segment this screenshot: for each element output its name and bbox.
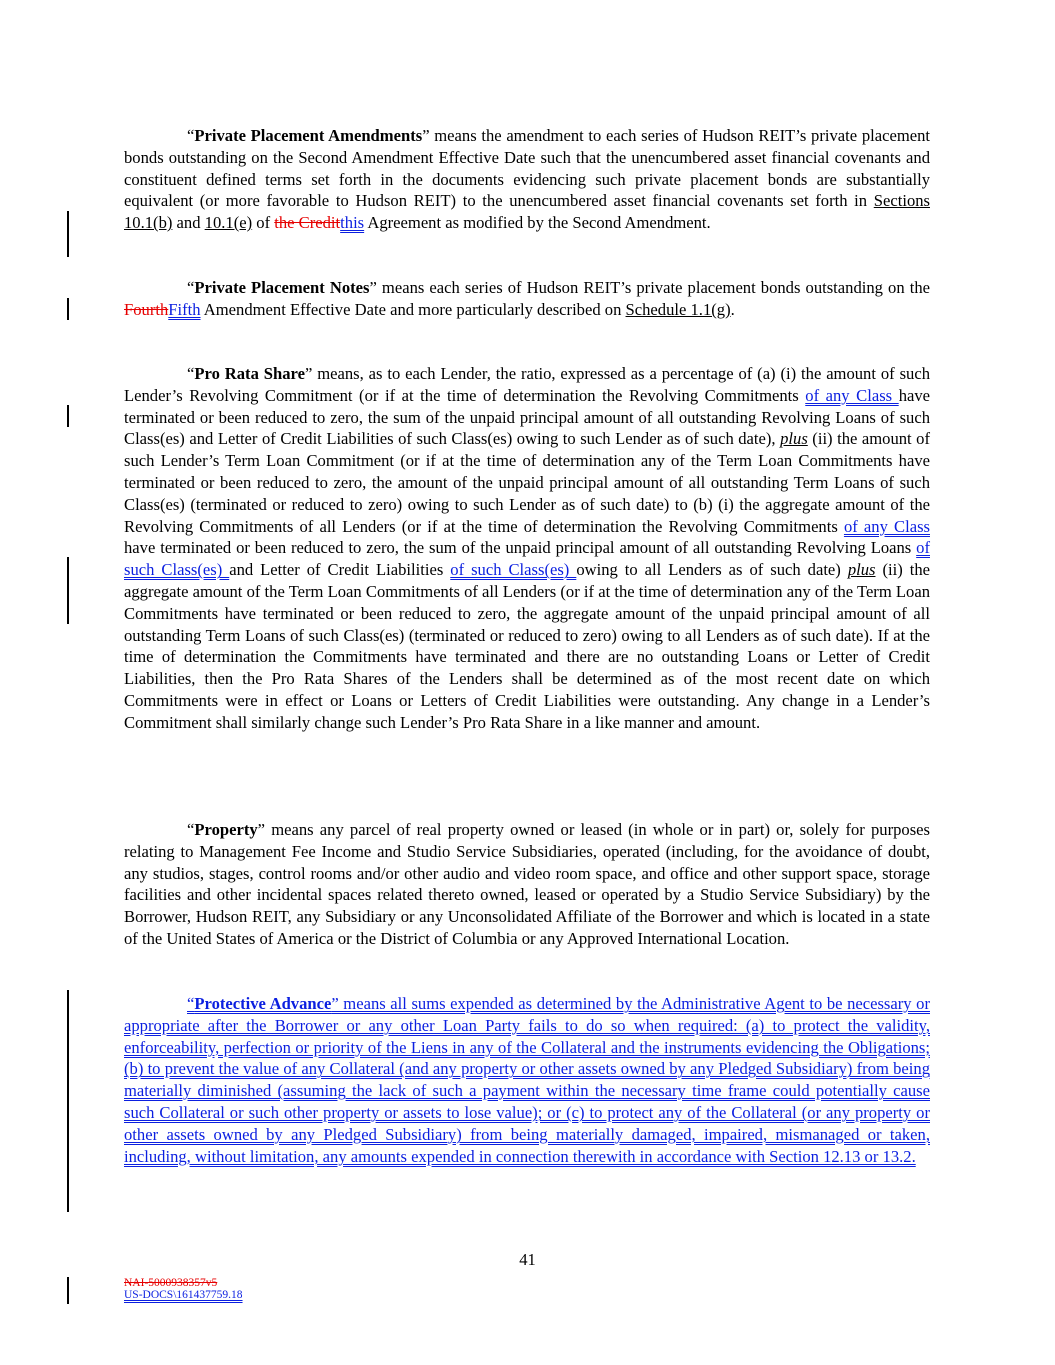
section-reference: 10.1(e) bbox=[204, 213, 253, 233]
inserted-text: of any Class bbox=[843, 516, 930, 536]
schedule-reference: Schedule 1.1(g) bbox=[625, 299, 731, 319]
defined-term: Property bbox=[194, 820, 258, 839]
inserted-text: of such Class(es) bbox=[124, 538, 930, 580]
inserted-text: this bbox=[340, 213, 365, 233]
change-bar bbox=[67, 990, 69, 1212]
section-reference: Sections 10.1(b) bbox=[124, 191, 930, 233]
inserted-text: of any Class bbox=[805, 385, 899, 405]
change-bar bbox=[67, 557, 69, 624]
change-bar bbox=[67, 298, 69, 320]
document-footer bbox=[124, 1277, 243, 1301]
change-bar bbox=[67, 211, 69, 257]
defined-term: Private Placement Amendments bbox=[194, 126, 423, 145]
change-bar bbox=[67, 1277, 69, 1304]
deleted-text: Fourth bbox=[124, 299, 169, 319]
emphasis-plus: plus bbox=[847, 560, 876, 580]
inserted-text: of such Class(es) bbox=[450, 560, 577, 580]
definition-pro-rata-share: “Pro Rata Share” means, as to each Lender, the ratio, expressed as a percentage of (a) (i) the amount of such Lender’s Revolving Commitment (or if at the time of determination the Revolving Commitments of any Class have terminated or been reduced to zero, the sum of the unpaid principal amount of all outstanding Revolving Loans of such Class(es) and Letter of Credit Liabilities of such Class(es) owing to such Lender as of such date), plus (ii) the amount of such Lender’s Term Loan Commitment (or if at the time of determination any of the Term Loan Commitments have terminated or been reduced to zero, the amount of the unpaid principal amount of all outstanding Term Loans of such Class(es) (terminated or reduced to zero) owing to such Lender as of such date) to (b) (i) the aggregate amount of the Revolving Commitments of all Lenders (or if at the time of determination the Revolving Commitments of any Class have terminated or been reduced to zero, the sum of the unpaid principal amount of all outstanding Revolving Loans of such Class(es) and Letter of Credit Liabilities of such Class(es) owing to all Lenders as of such date) plus (ii) the aggregate amount of the Term Loan Commitments of all Lenders (or if at the time of determination any of the Term Loan Commitments have terminated or been reduced to zero, the aggregate amount of the unpaid principal amount of all outstanding Term Loans of such Class(es) (terminated or reduced to zero) owing to all Lenders as of such date). If at the time of determination the Commitments have terminated and there are no outstanding Loans or Letter of Credit Liabilities, then the Pro Rata Shares of the Lenders shall be determined as of the most recent date on which Commitments were in effect or Loans or Letters of Credit Liabilities were outstanding. Any change in a Lender’s Commitment shall similarly change such Lender’s Pro Rata Share in a like manner and amount. bbox=[124, 364, 931, 732]
definition-property: “Property” means any parcel of real property owned or leased (in whole or in part) or, solely for purposes relating to Management Fee Income and Studio Service Subsidiaries, operated (including, for the avoidance of doubt, any studios, stages, control rooms and/or other audio and video room space, and office and other support space, storage facilities and other incidental spaces related thereto owned, leased or operated by a Studio Service Subsidiary) by the Borrower, Hudson REIT, any Subsidiary or any Unconsolidated Affiliate of the Borrower and which is located in a state of the United States of America or the District of Columbia or any Approved International Location. bbox=[124, 820, 930, 948]
footer-new-doc-id: US-DOCS\161437759.18 bbox=[124, 1289, 243, 1301]
defined-term: Private Placement Notes bbox=[194, 278, 370, 297]
definition-private-placement-amendments: “Private Placement Amendments” means the amendment to each series of Hudson REIT’s private placement bonds outstanding on the Second Amendment Effective Date such that the unencumbered asset financial covenants and constituent defined terms set forth in the documents evidencing such private placement bonds are substantially equivalent (or more favorable to Hudson REIT) to the unencumbered asset financial covenants set forth in Sections 10.1(b) and 10.1(e) of the Creditthis Agreement as modified by the Second Amendment. bbox=[124, 126, 930, 233]
deleted-text: the Credit bbox=[274, 213, 341, 233]
page-number: 41 bbox=[519, 1250, 536, 1269]
defined-term: Pro Rata Share bbox=[194, 364, 305, 383]
definition-protective-advance: “Protective Advance” means all sums expended as determined by the Administrative Agent to be necessary or appropriate after the Borrower or any other Loan Party fails to do so when required: (a) to protect the validity, enforceability, perfection or priority of the Liens in any of the Collateral and the instruments evidencing the Obligations; (b) to prevent the value of any Collateral (and any property or other assets owned by any Pledged Subsidiary) from being materially diminished (assuming the lack of such a payment within the necessary time frame could potentially cause such Collateral or such other property or assets to lose value); or (c) to protect any of the Collateral (or any property or other assets owned by any Pledged Subsidiary) from being materially damaged, impaired, mismanaged or taken, including, without limitation, any amounts expended in connection therewith in accordance with Section 12.13 or 13.2. bbox=[124, 994, 930, 1166]
footer-old-doc-id: NAI-5000938357v5 bbox=[124, 1277, 218, 1289]
change-bar bbox=[67, 405, 69, 427]
defined-term: Protective Advance bbox=[194, 994, 332, 1013]
definition-private-placement-notes: “Private Placement Notes” means each series of Hudson REIT’s private placement bonds outstanding on the FourthFifth Amendment Effective Date and more particularly described on Schedule 1.1(g). bbox=[124, 278, 930, 319]
inserted-text: Fifth bbox=[168, 299, 201, 319]
emphasis-plus: plus bbox=[780, 429, 808, 449]
